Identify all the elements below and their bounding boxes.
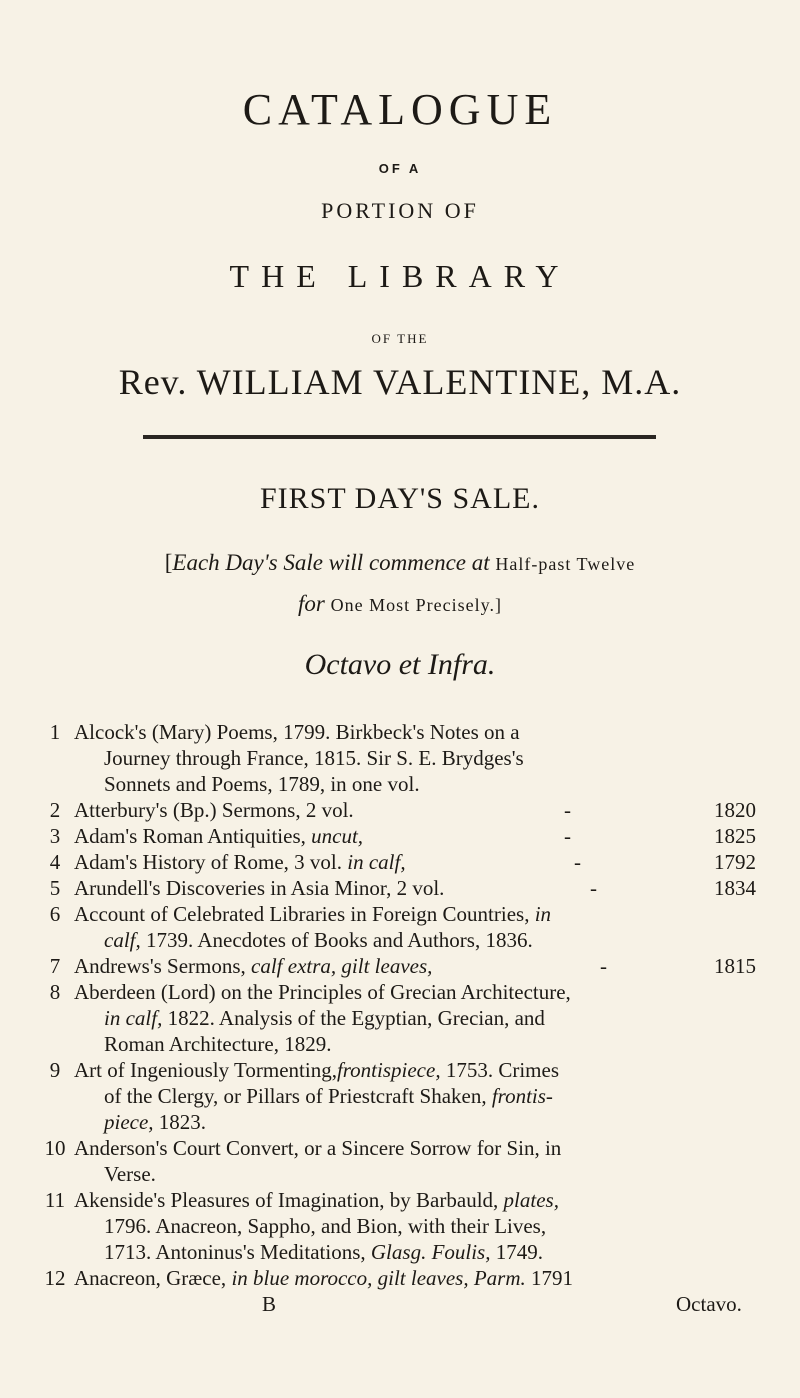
divider-rule [143, 435, 656, 439]
portion-of-line: PORTION OF [321, 198, 479, 223]
signature-mark: B [262, 1292, 277, 1316]
sale-notice-line-1: [Each Day's Sale will commence at Half-past Twelve [164, 550, 636, 575]
notice-time: Half-past Twelve [495, 554, 636, 574]
owner-name-line [0, 361, 800, 403]
the-library-line: THE LIBRARY [229, 258, 571, 294]
sale-notice-line-2: for One Most Precisely.] [298, 591, 502, 616]
catchword: Octavo. [676, 1292, 742, 1316]
catalogue-page: CATALOGUE OF A PORTION OF THE LIBRARY OF THE Rev. WILLIAM VALENTINE, M.A. FIRST DAY'S SALE. [Each Day's Sale will commence at Half-past Twelve for One Most Precisely.] Octavo et Infra. 1 Alcock's (Mary) Poems, 1799. Birkbeck's Notes on a Journey through France, 1815. Sir S. E. Brydges's Sonnets and Poems, 1789, in one vol. 2 Atterbury's (Bp.) Sermons, 2 vol. - 1820 3 Adam's Roman Antiquities, uncut, - 1825 4 Adam's History of Rome, 3 vol. in calf, - 1792 5 Arundell's Discoveries in Asia Minor, 2 vol. - 1834 6 Account of Celebrated Libraries in Foreign Countries, in calf, 1739. Anecdotes of Books and Authors, 1836. 7 Andrews's Sermons, calf extra, gilt leaves, - 1815 8 Aberdeen (Lord) on the Principles of Grecian Architecture, in calf, 1822. Analysis of the Egyptian, Grecian, and Roman Architecture, 1829. 9 Art of Ingeniously Tormenting,frontispiece, 1753. Crimes of the Clergy, or Pillars of Priestcraft Shaken, frontis- piece, 1823. 10 Anderson's Court Convert, or a Sincere Sorrow for Sin, in Verse. 11 Akenside's Pleasures of Imagination, by Barbauld, plates, 1796. Anacreon, Sappho, and Bion, with their Lives, 1713. Antoninus's Meditations, Glasg. Foulis, 1749. 12 Anacreon, Græce, in blue morocco, gilt leaves, Parm. 1791 B Octavo. [0, 0, 800, 1398]
of-a-line: OF A [378, 161, 422, 176]
sale-heading: FIRST DAY'S SALE. [260, 482, 540, 515]
catalogue-title: CATALOGUE [242, 85, 558, 134]
notice-italic: Each Day's Sale will commence at [172, 550, 490, 575]
notice-precise: One Most Precisely.] [330, 595, 502, 615]
section-heading: Octavo et Infra. [304, 648, 496, 681]
rev-title: Rev. [118, 362, 188, 402]
owner-name: WILLIAM VALENTINE, M.A. [196, 362, 682, 402]
of-the-line: OF THE [371, 331, 429, 346]
